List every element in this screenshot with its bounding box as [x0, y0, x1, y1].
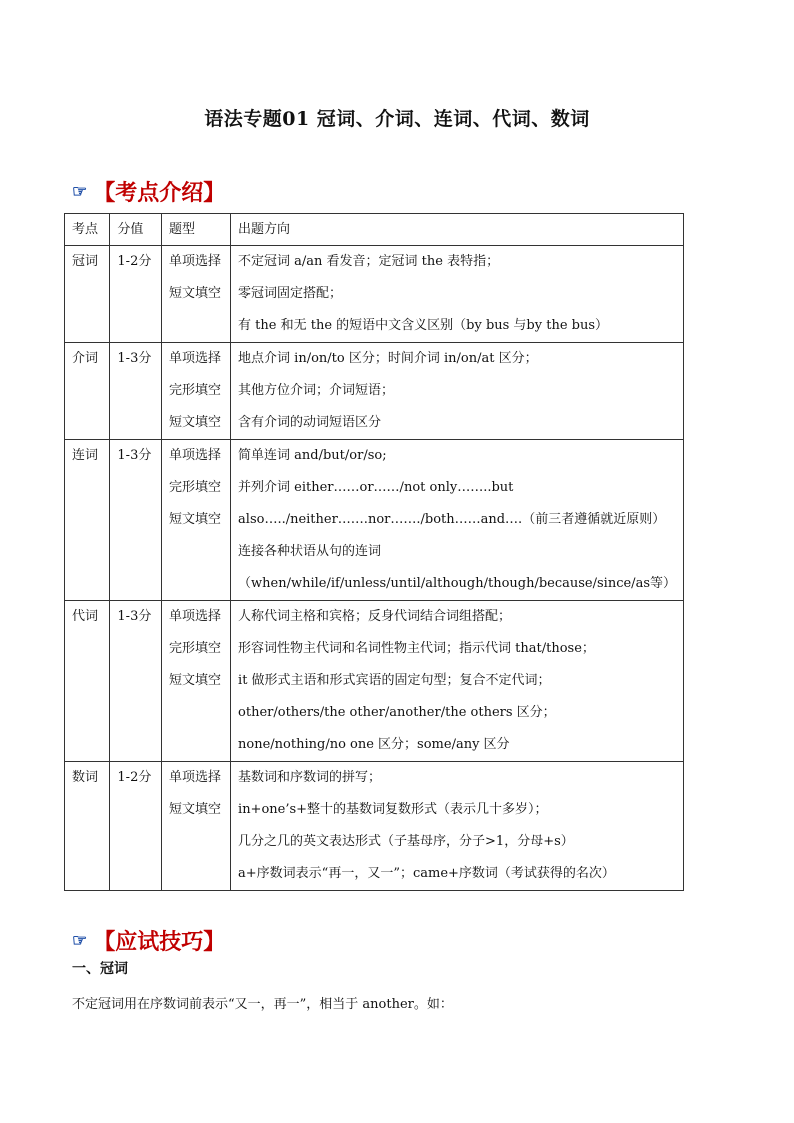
pointing-hand-icon: ☞: [72, 930, 88, 951]
score-text: 1-3分: [117, 448, 152, 463]
body-paragraph: 不定冠词用在序数词前表示“又一，再一”，相当于 another。如：: [72, 997, 453, 1012]
cell-topic: [65, 601, 110, 762]
direction-item: in+one’s+整十的基数词复数形式（表示几十多岁）；: [238, 802, 548, 817]
cell-types: [162, 246, 231, 343]
table-row: [65, 601, 684, 762]
direction-item: a+序数词表示“再一，又一”；came+序数词（考试获得的名次）: [238, 866, 615, 881]
cell-directions: [231, 246, 684, 343]
cell-score: [110, 440, 162, 601]
question-type: 完形填空: [169, 383, 222, 398]
topic-text: 冠词: [72, 254, 99, 269]
cell-directions: [231, 601, 684, 762]
direction-item: 不定冠词 a/an 看发音；定冠词 the 表特指；: [238, 254, 500, 269]
direction-item: （when/while/if/unless/until/although/though/because/since/as等）: [238, 576, 676, 591]
cell-directions: [231, 762, 684, 891]
cell-score: [110, 601, 162, 762]
cell-score: [110, 762, 162, 891]
header-topic: 考点: [65, 214, 110, 246]
direction-item: other/others/the other/another/the others 区分；: [238, 705, 556, 720]
cell-types: [162, 343, 231, 440]
cell-types: [162, 601, 231, 762]
question-type: 单项选择: [169, 351, 222, 366]
table-row: [65, 440, 684, 601]
exam-points-table: [64, 213, 684, 891]
question-type: 短文填空: [169, 415, 222, 430]
direction-item: it 做形式主语和形式宾语的固定句型；复合不定代词；: [238, 673, 551, 688]
question-type: 短文填空: [169, 286, 222, 301]
direction-item: 并列介词 either……or……/not only……..but: [238, 480, 514, 495]
question-type: 单项选择: [169, 609, 222, 624]
question-type: 完形填空: [169, 641, 222, 656]
topic-text: 代词: [72, 609, 99, 624]
question-type: 短文填空: [169, 673, 222, 688]
direction-item: 有 the 和无 the 的短语中文含义区别（by bus 与by the bus）: [238, 318, 609, 333]
section-heading-intro: [72, 176, 225, 207]
direction-item: also…../neither…….nor……./both……and….（前三者遵循就近原则）: [238, 512, 666, 527]
cell-types: [162, 440, 231, 601]
cell-topic: [65, 762, 110, 891]
subheading-articles: 一、冠词: [72, 961, 128, 977]
cell-types: [162, 762, 231, 891]
direction-item: 人称代词主格和宾格；反身代词结合词组搭配；: [238, 609, 512, 624]
topic-text: 介词: [72, 351, 99, 366]
direction-item: 连接各种状语从句的连词: [238, 544, 382, 559]
topic-text: 连词: [72, 448, 99, 463]
question-type: 短文填空: [169, 512, 222, 527]
direction-item: 含有介词的动词短语区分: [238, 415, 382, 430]
direction-item: 零冠词固定搭配；: [238, 286, 343, 301]
cell-directions: [231, 343, 684, 440]
header-score: 分值: [110, 214, 162, 246]
table-row: [65, 762, 684, 891]
table-header-row: [65, 214, 684, 246]
topic-text: 数词: [72, 770, 99, 785]
direction-item: 形容词性物主代词和名词性物主代词；指示代词 that/those；: [238, 641, 595, 656]
page-title: 语法专题01 冠词、介词、连词、代词、数词: [204, 108, 590, 130]
table-row: [65, 343, 684, 440]
question-type: 单项选择: [169, 448, 222, 463]
direction-item: 简单连词 and/but/or/so;: [238, 448, 387, 463]
section-title: 【应试技巧】: [93, 929, 226, 955]
cell-topic: [65, 440, 110, 601]
section-heading-skills: [72, 925, 225, 956]
cell-topic: [65, 343, 110, 440]
question-type: 单项选择: [169, 770, 222, 785]
direction-item: 基数词和序数词的拼写；: [238, 770, 382, 785]
score-text: 1-3分: [117, 351, 152, 366]
pointing-hand-icon: ☞: [72, 181, 88, 202]
cell-score: [110, 343, 162, 440]
header-type: 题型: [162, 214, 231, 246]
cell-directions: [231, 440, 684, 601]
question-type: 完形填空: [169, 480, 222, 495]
table-row: [65, 246, 684, 343]
cell-score: [110, 246, 162, 343]
direction-item: none/nothing/no one 区分；some/any 区分: [238, 737, 510, 752]
direction-item: 其他方位介词；介词短语；: [238, 383, 395, 398]
question-type: 短文填空: [169, 802, 222, 817]
cell-topic: [65, 246, 110, 343]
section-title: 【考点介绍】: [93, 180, 226, 206]
question-type: 单项选择: [169, 254, 222, 269]
score-text: 1-2分: [117, 254, 152, 269]
direction-item: 地点介词 in/on/to 区分；时间介词 in/on/at 区分；: [238, 351, 538, 366]
score-text: 1-3分: [117, 609, 152, 624]
score-text: 1-2分: [117, 770, 152, 785]
direction-item: 几分之几的英文表达形式（子基母序，分子>1，分母+s）: [238, 834, 574, 849]
header-direction: 出题方向: [231, 214, 684, 246]
